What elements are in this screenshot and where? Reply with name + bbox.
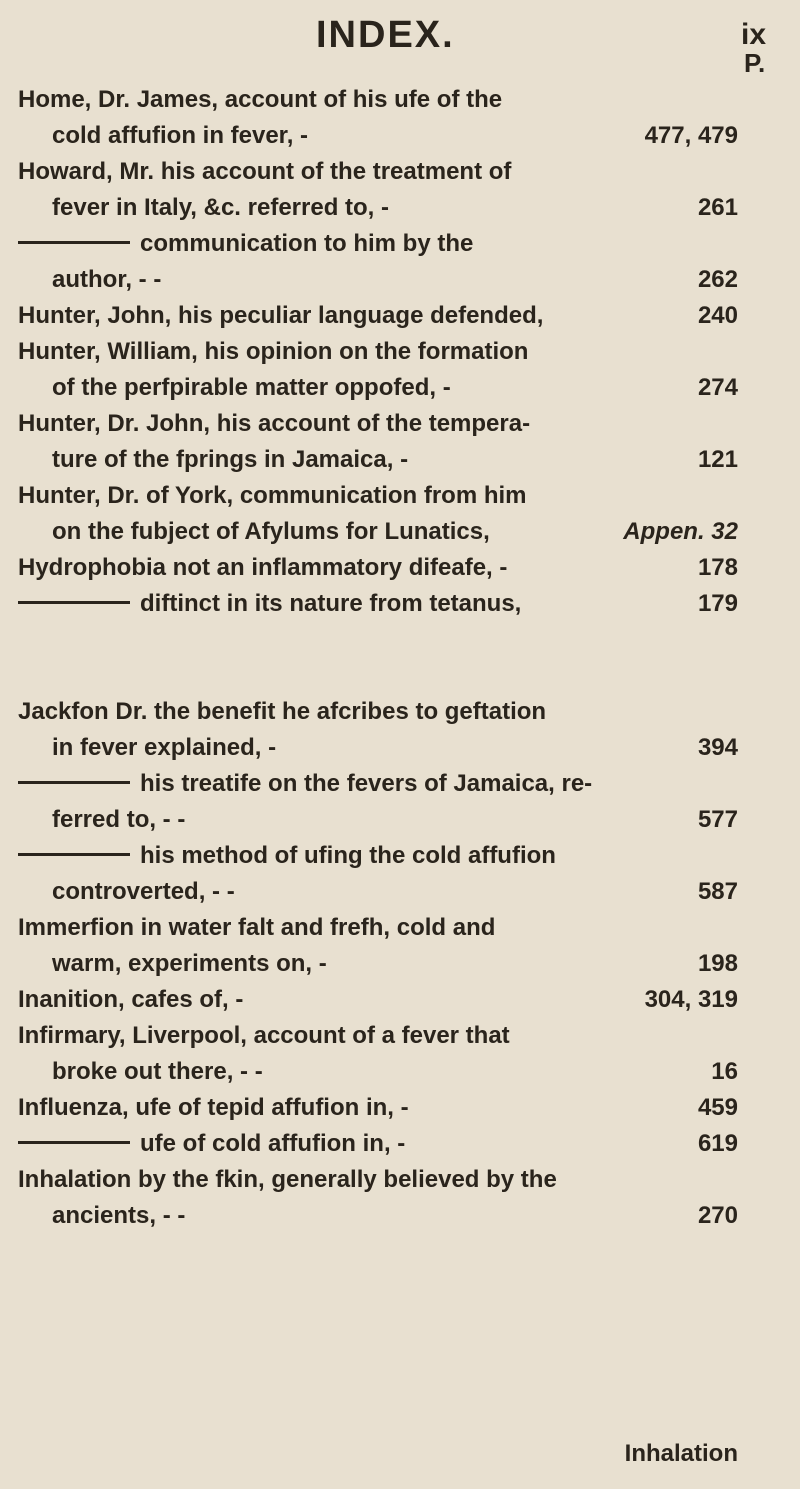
section-gap <box>0 658 800 694</box>
ditto-rule <box>18 241 130 244</box>
index-entry: author, - - 262 <box>52 266 738 293</box>
index-entries <box>0 82 800 1234</box>
page-number: ix <box>741 18 767 51</box>
index-entry: of the perfpirable matter oppofed, - 274 <box>52 374 738 401</box>
index-entry: Immerfion in water falt and frefh, cold and <box>18 914 496 941</box>
index-entry: Inanition, cafes of, - 304, 319 <box>18 986 738 1013</box>
index-entry: warm, experiments on, - 198 <box>52 950 738 977</box>
index-entry: Inhalation by the fkin, generally believed by the <box>18 1166 557 1193</box>
ditto-rule <box>18 781 130 784</box>
index-subentry: diftinct in its nature from tetanus, 179 <box>0 586 800 622</box>
index-subentry: his method of ufing the cold affufion <box>0 838 800 874</box>
index-entry: Hunter, Dr. of York, communication from him <box>18 482 527 509</box>
page-header <box>0 14 800 64</box>
index-entry: Infirmary, Liverpool, account of a fever that <box>18 1022 510 1049</box>
index-entry: ferred to, - - 577 <box>52 806 738 833</box>
index-entry: Howard, Mr. his account of the treatment of <box>18 158 512 185</box>
ditto-rule <box>18 853 130 856</box>
index-entry: ancients, - - 270 <box>52 1202 738 1229</box>
index-entry: Hunter, William, his opinion on the formation <box>18 338 529 365</box>
ditto-rule <box>18 601 130 604</box>
index-entry: Hunter, Dr. John, his account of the tempera- <box>18 410 531 437</box>
index-entry: Influenza, ufe of tepid affufion in, - 459 <box>18 1094 738 1121</box>
index-entry: cold affufion in fever, - 477, 479 <box>52 122 738 149</box>
index-entry: controverted, - - 587 <box>52 878 738 905</box>
index-entry: ture of the fprings in Jamaica, - 121 <box>52 446 738 473</box>
page-title: INDEX. <box>316 14 455 56</box>
index-entry: Hunter, John, his peculiar language defended, 240 <box>18 302 738 329</box>
index-subentry: his treatife on the fevers of Jamaica, re- <box>0 766 800 802</box>
index-entry: Jackfon Dr. the benefit he afcribes to geftation <box>18 698 547 725</box>
index-subentry: communication to him by the <box>0 226 800 262</box>
index-subentry: ufe of cold affufion in, - 619 <box>0 1126 800 1162</box>
catchword: Inhalation <box>624 1440 738 1467</box>
index-entry: Home, Dr. James, account of his ufe of the <box>18 86 503 113</box>
index-entry: in fever explained, - 394 <box>52 734 738 761</box>
page-column-marker: P. <box>744 48 766 78</box>
ditto-rule <box>18 1141 130 1144</box>
index-entry: Hydrophobia not an inflammatory difeafe, - 178 <box>18 554 738 581</box>
index-entry: fever in Italy, &c. referred to, - 261 <box>52 194 738 221</box>
index-entry: broke out there, - - 16 <box>52 1058 738 1085</box>
index-entry: on the fubject of Afylums for Lunatics, Appen. 32 <box>52 518 738 545</box>
section-gap <box>0 622 800 658</box>
